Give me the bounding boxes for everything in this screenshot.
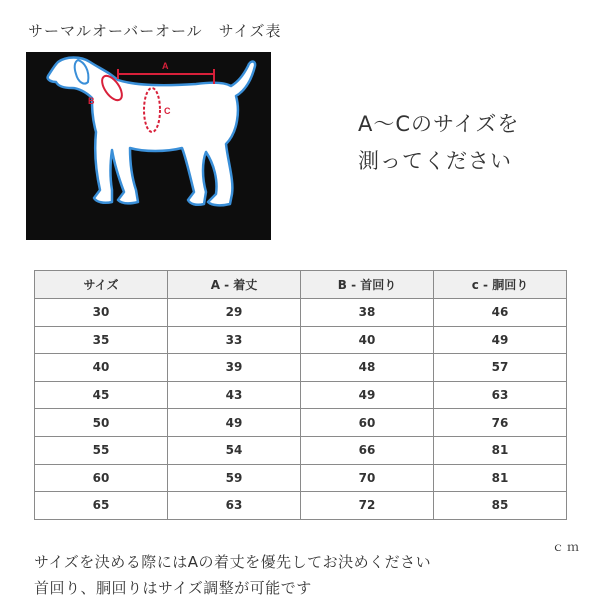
cell-girth: 85 <box>434 492 567 520</box>
size-notes <box>34 549 431 601</box>
cell-length: 59 <box>168 464 301 492</box>
cell-size: 40 <box>35 354 168 382</box>
cell-neck: 48 <box>301 354 434 382</box>
cell-girth: 63 <box>434 381 567 409</box>
table-row <box>35 492 567 520</box>
instruction-line-1: A～Cのサイズを <box>358 112 520 136</box>
cell-length: 49 <box>168 409 301 437</box>
table-row <box>35 381 567 409</box>
measure-c-label: C <box>164 106 171 116</box>
cell-length: 54 <box>168 436 301 464</box>
measure-a-label: A <box>162 61 169 71</box>
cell-neck: 66 <box>301 436 434 464</box>
table-row <box>35 409 567 437</box>
cell-length: 43 <box>168 381 301 409</box>
cell-size: 35 <box>35 326 168 354</box>
cell-length: 63 <box>168 492 301 520</box>
table-row <box>35 436 567 464</box>
cell-size: 45 <box>35 381 168 409</box>
cell-neck: 40 <box>301 326 434 354</box>
cell-size: 50 <box>35 409 168 437</box>
cell-girth: 49 <box>434 326 567 354</box>
dog-illustration <box>26 52 271 240</box>
cell-size: 60 <box>35 464 168 492</box>
page-title: サーマルオーバーオール サイズ表 <box>28 22 282 40</box>
cell-length: 39 <box>168 354 301 382</box>
cell-neck: 60 <box>301 409 434 437</box>
cell-girth: 81 <box>434 436 567 464</box>
cell-girth: 81 <box>434 464 567 492</box>
dog-measurement-diagram <box>26 52 271 240</box>
cell-neck: 72 <box>301 492 434 520</box>
cell-girth: 76 <box>434 409 567 437</box>
cell-length: 29 <box>168 299 301 327</box>
cell-neck: 70 <box>301 464 434 492</box>
size-table-header <box>35 271 567 299</box>
header-length: A - 着丈 <box>168 271 301 299</box>
measure-b-label: B <box>88 96 95 106</box>
cell-neck: 49 <box>301 381 434 409</box>
cell-length: 33 <box>168 326 301 354</box>
table-row <box>35 326 567 354</box>
header-size: サイズ <box>35 271 168 299</box>
measure-instruction <box>358 106 519 180</box>
table-row <box>35 299 567 327</box>
cell-girth: 46 <box>434 299 567 327</box>
table-row <box>35 354 567 382</box>
table-row <box>35 464 567 492</box>
cell-size: 65 <box>35 492 168 520</box>
unit-label: ｃｍ <box>552 540 583 554</box>
cell-girth: 57 <box>434 354 567 382</box>
cell-size: 30 <box>35 299 168 327</box>
size-table <box>34 270 567 520</box>
cell-size: 55 <box>35 436 168 464</box>
instruction-line-2: 測ってください <box>358 149 512 173</box>
note-line-1: サイズを決める際にはAの着丈を優先してお決めください <box>34 553 432 571</box>
cell-neck: 38 <box>301 299 434 327</box>
header-girth: c - 胴回り <box>434 271 567 299</box>
note-line-2: 首回り、胴回りはサイズ調整が可能です <box>34 579 312 597</box>
header-neck: B - 首回り <box>301 271 434 299</box>
